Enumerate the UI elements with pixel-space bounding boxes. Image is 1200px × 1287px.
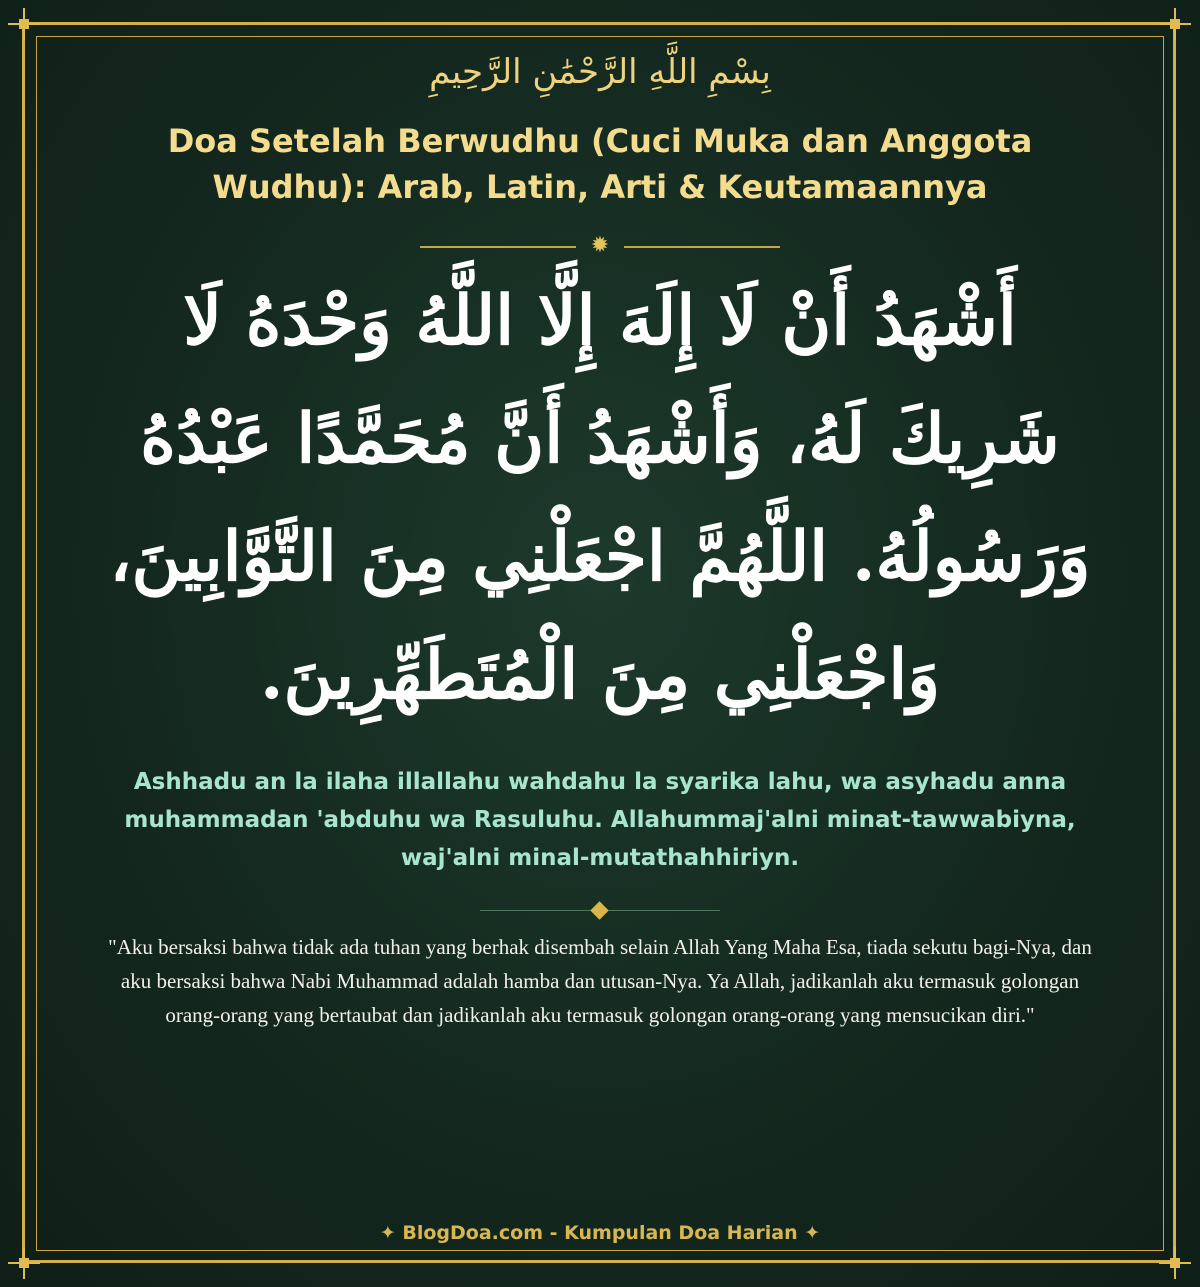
- bismillah-heading: بِسْمِ اللَّهِ الرَّحْمَٰنِ الرَّحِيمِ: [429, 52, 771, 92]
- corner-ornament-icon: [16, 16, 32, 32]
- page-title: Doa Setelah Berwudhu (Cuci Muka dan Anggota Wudhu): Arab, Latin, Arti & Keutamaannya: [167, 122, 1033, 206]
- top-divider: [420, 233, 780, 258]
- footer-credit: ✦ BlogDoa.com - Kumpulan Doa Harian ✦: [379, 1222, 821, 1244]
- arabic-prayer-text: أَشْهَدُ أَنْ لَا إِلَهَ إِلَّا اللَّهُ وَحْدَهُ لَا شَرِيكَ لَهُ، وَأَشْهَدُ أَنَّ مُحَمَّدًا عَبْدُهُ وَرَسُولُهُ. اللَّهُمَّ اجْعَلْنِي مِنَ التَّوَّابِينَ، وَاجْعَلْنِي مِنَ الْمُتَطَهِّرِينَ.: [109, 281, 1091, 715]
- corner-ornament-icon: [1167, 16, 1183, 32]
- latin-transliteration: Ashhadu an la ilaha illallahu wahdahu la syarika lahu, wa asyhadu anna muhammadan 'abduhu wa Rasuluhu. Allahummaj'alni minat-tawwabiyna, waj'alni minal-mutathahhiriyn.: [124, 769, 1076, 871]
- corner-ornament-icon: [16, 1255, 32, 1271]
- bottom-divider: [480, 910, 720, 911]
- translation-text: "Aku bersaksi bahwa tidak ada tuhan yang berhak disembah selain Allah Yang Maha Esa, tiada sekutu bagi-Nya, dan aku bersaksi bahwa Nabi Muhammad adalah hamba dan utusan-Nya. Ya Allah, jadikanlah aku termasuk golongan orang-orang yang bertaubat dan jadikanlah aku termasuk golongan orang-orang yang mensucikan diri.": [108, 935, 1092, 1027]
- corner-ornament-icon: [1167, 1255, 1183, 1271]
- sun-star-icon: ✹: [590, 233, 610, 258]
